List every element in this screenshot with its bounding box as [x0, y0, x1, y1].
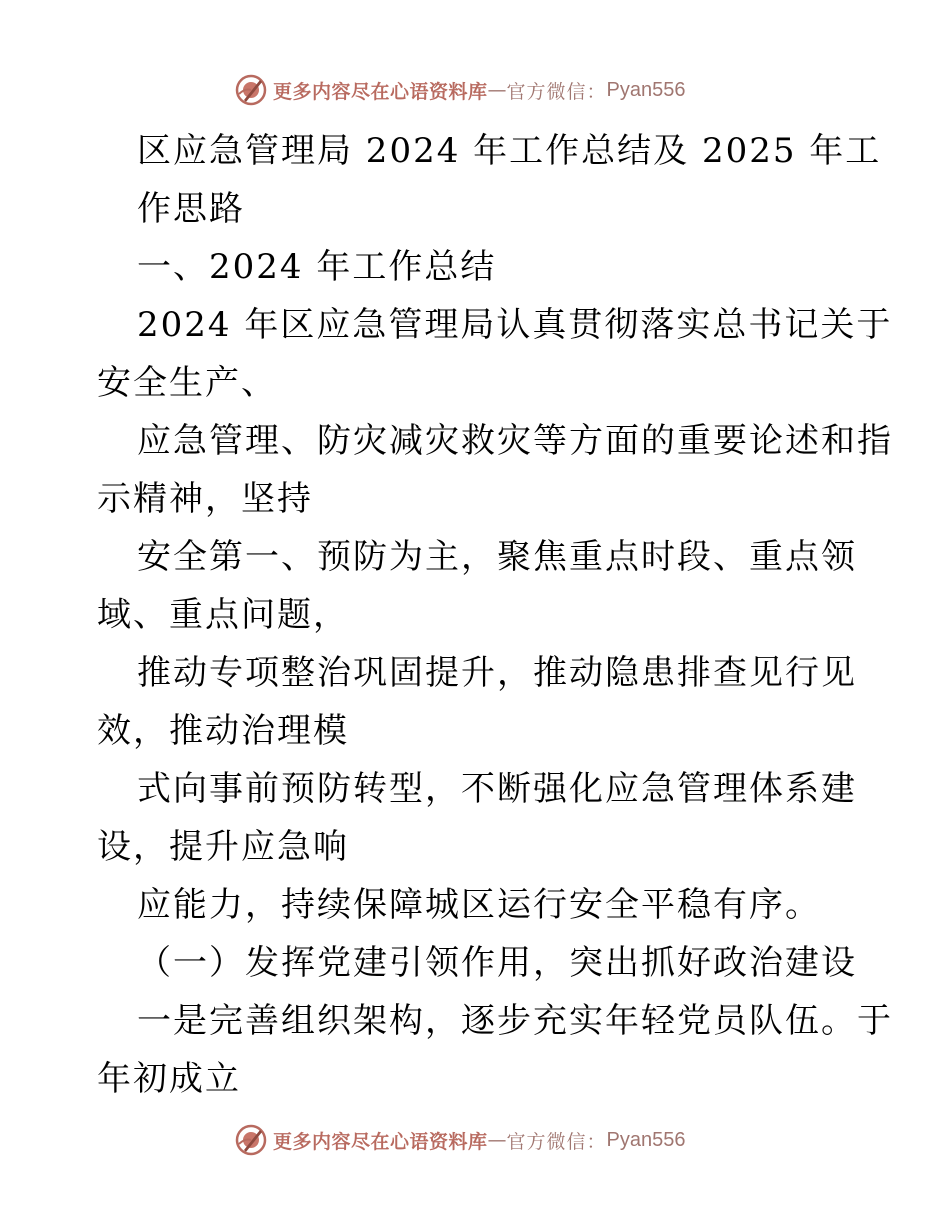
paragraph-line: 效，推动治理模	[97, 711, 349, 751]
watermark-dash: —	[487, 79, 507, 101]
paragraph-line: 应急管理、防灾减灾救灾等方面的重要论述和指	[137, 421, 893, 461]
watermark-official: 官方微信：	[506, 1130, 607, 1153]
document-title-line-2: 作思路	[137, 189, 245, 229]
paragraph-line: 式向事前预防转型，不断强化应急管理体系建	[137, 769, 857, 809]
paragraph-line: 推动专项整治巩固提升，推动隐患排查见行见	[137, 653, 857, 693]
paragraph-line: 2024 年区应急管理局认真贯彻落实总书记关于	[137, 305, 893, 345]
document-title-line-1: 区应急管理局 2024 年工作总结及 2025 年工	[137, 131, 882, 171]
watermark-brand: 更多内容尽在心语资料库	[273, 1130, 488, 1153]
quill-logo-icon	[235, 1124, 267, 1156]
watermark-header	[235, 72, 686, 108]
watermark-footer	[235, 1122, 686, 1158]
watermark-official: 官方微信：	[506, 80, 607, 103]
subsection-heading: （一）发挥党建引领作用，突出抓好政治建设	[137, 943, 857, 983]
quill-logo-icon	[235, 74, 267, 106]
paragraph-line: 示精神，坚持	[97, 479, 313, 519]
watermark-wechat-id: Pyan556	[606, 78, 686, 101]
paragraph-line: 一是完善组织架构，逐步充实年轻党员队伍。于	[137, 1001, 893, 1041]
paragraph-line: 安全第一、预防为主，聚焦重点时段、重点领	[137, 537, 857, 577]
section-heading: 一、2024 年工作总结	[137, 247, 497, 287]
paragraph-line: 域、重点问题，	[97, 595, 349, 635]
document-body	[97, 122, 893, 1108]
paragraph-line: 安全生产、	[97, 363, 277, 403]
paragraph-line: 设，提升应急响	[97, 827, 349, 867]
watermark-dash: —	[487, 1129, 507, 1151]
watermark-brand: 更多内容尽在心语资料库	[273, 80, 488, 103]
paragraph-line: 年初成立	[97, 1059, 241, 1099]
paragraph-line: 应能力，持续保障城区运行安全平稳有序。	[137, 885, 821, 925]
watermark-wechat-id: Pyan556	[606, 1128, 686, 1151]
